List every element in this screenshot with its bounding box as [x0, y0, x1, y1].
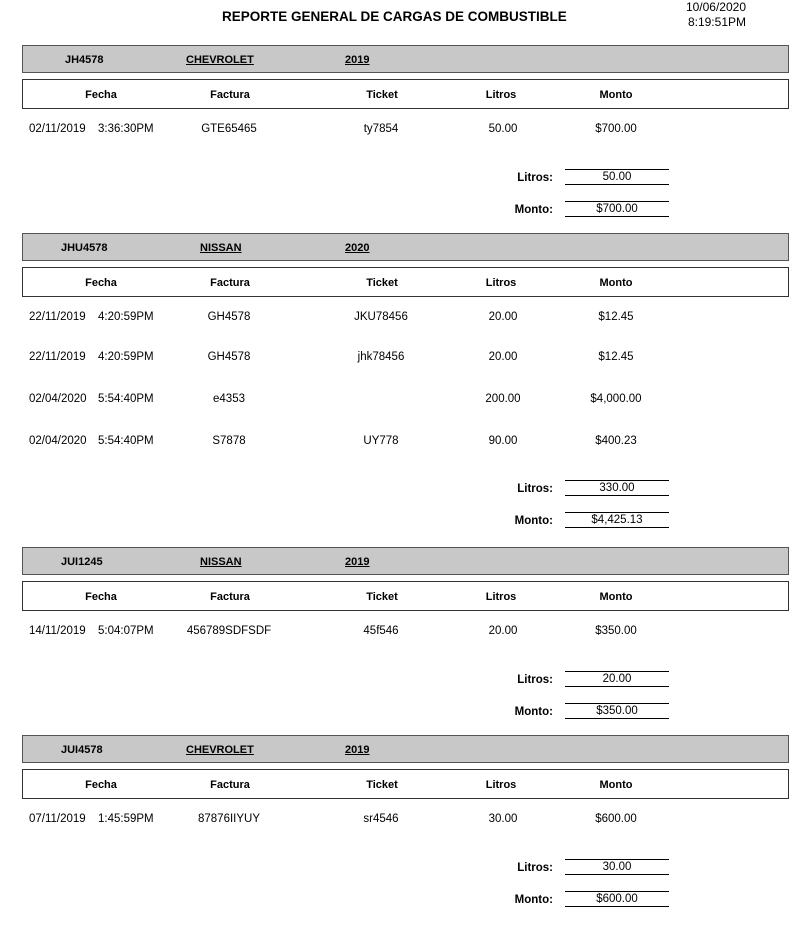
total-litros-value: 20.00	[565, 671, 669, 687]
row-factura: 87876IIYUY	[197, 813, 261, 825]
row-litros: 90.00	[488, 435, 518, 447]
row-time: 5:54:40PM	[98, 393, 154, 405]
table-row	[0, 351, 796, 365]
column-fecha: Fecha	[85, 277, 117, 289]
report-title: REPORTE GENERAL DE CARGAS DE COMBUSTIBLE	[222, 9, 567, 24]
column-ticket: Ticket	[366, 277, 398, 289]
table-row	[0, 123, 796, 137]
row-time: 4:20:59PM	[98, 311, 154, 323]
row-monto: $12.45	[598, 351, 634, 363]
row-date: 02/04/2020	[29, 435, 87, 447]
vehicle-brand: CHEVROLET	[186, 54, 254, 66]
column-monto: Monto	[599, 779, 633, 791]
column-ticket: Ticket	[366, 89, 398, 101]
row-date: 22/11/2019	[29, 311, 86, 323]
total-monto-value: $350.00	[565, 703, 669, 719]
vehicle-brand: NISSAN	[200, 242, 242, 254]
vehicle-brand: CHEVROLET	[186, 744, 254, 756]
column-factura: Factura	[210, 277, 250, 289]
row-factura: GTE65465	[201, 123, 257, 135]
row-ticket: 45f546	[363, 625, 399, 637]
column-header	[22, 769, 789, 799]
row-factura: 456789SDFSDF	[186, 625, 272, 637]
table-row	[0, 311, 796, 325]
row-date: 07/11/2019	[29, 813, 86, 825]
row-factura: e4353	[213, 393, 245, 405]
column-header	[22, 267, 789, 297]
report-date: 10/06/2020	[685, 0, 746, 14]
total-monto-label: Monto:	[514, 204, 553, 216]
row-ticket: JKU78456	[354, 311, 408, 323]
total-litros-value: 330.00	[565, 480, 669, 496]
row-time: 3:36:30PM	[98, 123, 154, 135]
row-litros: 50.00	[488, 123, 518, 135]
vehicle-plate: JHU4578	[61, 242, 108, 254]
row-monto: $600.00	[595, 813, 637, 825]
total-monto-value: $700.00	[565, 201, 669, 217]
vehicle-header	[22, 45, 789, 73]
vehicle-section	[0, 45, 796, 235]
column-header	[22, 79, 789, 109]
vehicle-year: 2019	[345, 556, 370, 568]
total-litros-value: 30.00	[565, 859, 669, 875]
vehicle-plate: JUI1245	[61, 556, 103, 568]
vehicle-section	[0, 233, 796, 527]
vehicle-plate: JUI4578	[61, 744, 103, 756]
table-row	[0, 393, 796, 407]
column-factura: Factura	[210, 779, 250, 791]
column-fecha: Fecha	[85, 89, 117, 101]
row-monto: $350.00	[595, 625, 637, 637]
row-ticket: sr4546	[363, 813, 399, 825]
row-litros: 20.00	[488, 625, 518, 637]
vehicle-header	[22, 547, 789, 575]
row-monto: $700.00	[595, 123, 637, 135]
vehicle-year: 2019	[345, 744, 370, 756]
total-monto-label: Monto:	[514, 894, 553, 906]
total-monto-value: $4,425.13	[565, 512, 669, 528]
column-ticket: Ticket	[366, 591, 398, 603]
column-monto: Monto	[599, 89, 633, 101]
table-row	[0, 813, 796, 827]
total-monto-value: $600.00	[565, 891, 669, 907]
vehicle-plate: JH4578	[65, 54, 104, 66]
column-fecha: Fecha	[85, 779, 117, 791]
column-factura: Factura	[210, 89, 250, 101]
row-factura: GH4578	[207, 351, 251, 363]
row-factura: GH4578	[207, 311, 251, 323]
vehicle-header	[22, 735, 789, 763]
column-factura: Factura	[210, 591, 250, 603]
report-time: 8:19:51PM	[687, 15, 746, 29]
row-litros: 20.00	[488, 311, 518, 323]
row-time: 5:04:07PM	[98, 625, 154, 637]
total-monto-label: Monto:	[514, 515, 553, 527]
row-monto: $4,000.00	[590, 393, 642, 405]
row-ticket: UY778	[363, 435, 399, 447]
column-monto: Monto	[599, 277, 633, 289]
column-monto: Monto	[599, 591, 633, 603]
row-date: 02/04/2020	[29, 393, 87, 405]
report-datetime	[686, 0, 746, 30]
row-monto: $12.45	[598, 311, 634, 323]
column-litros: Litros	[485, 779, 517, 791]
row-ticket: jhk78456	[357, 351, 405, 363]
column-litros: Litros	[485, 277, 517, 289]
row-date: 22/11/2019	[29, 351, 86, 363]
column-header	[22, 581, 789, 611]
row-time: 1:45:59PM	[98, 813, 154, 825]
total-litros-label: Litros:	[517, 172, 553, 184]
table-row	[0, 625, 796, 639]
vehicle-year: 2020	[345, 242, 370, 254]
column-fecha: Fecha	[85, 591, 117, 603]
vehicle-section	[0, 735, 796, 925]
row-factura: S7878	[212, 435, 246, 447]
row-date: 02/11/2019	[29, 123, 86, 135]
table-row	[0, 435, 796, 449]
total-monto-label: Monto:	[514, 706, 553, 718]
row-time: 5:54:40PM	[98, 435, 154, 447]
total-litros-label: Litros:	[517, 483, 553, 495]
column-litros: Litros	[485, 89, 517, 101]
row-monto: $400.23	[595, 435, 637, 447]
total-litros-label: Litros:	[517, 674, 553, 686]
vehicle-brand: NISSAN	[200, 556, 242, 568]
vehicle-header	[22, 233, 789, 261]
total-litros-value: 50.00	[565, 169, 669, 185]
vehicle-section	[0, 547, 796, 737]
row-litros: 20.00	[488, 351, 518, 363]
vehicle-year: 2019	[345, 54, 370, 66]
column-ticket: Ticket	[366, 779, 398, 791]
column-litros: Litros	[485, 591, 517, 603]
total-litros-label: Litros:	[517, 862, 553, 874]
row-time: 4:20:59PM	[98, 351, 154, 363]
row-ticket: ty7854	[363, 123, 399, 135]
row-litros: 200.00	[485, 393, 521, 405]
row-date: 14/11/2019	[29, 625, 86, 637]
row-litros: 30.00	[488, 813, 518, 825]
